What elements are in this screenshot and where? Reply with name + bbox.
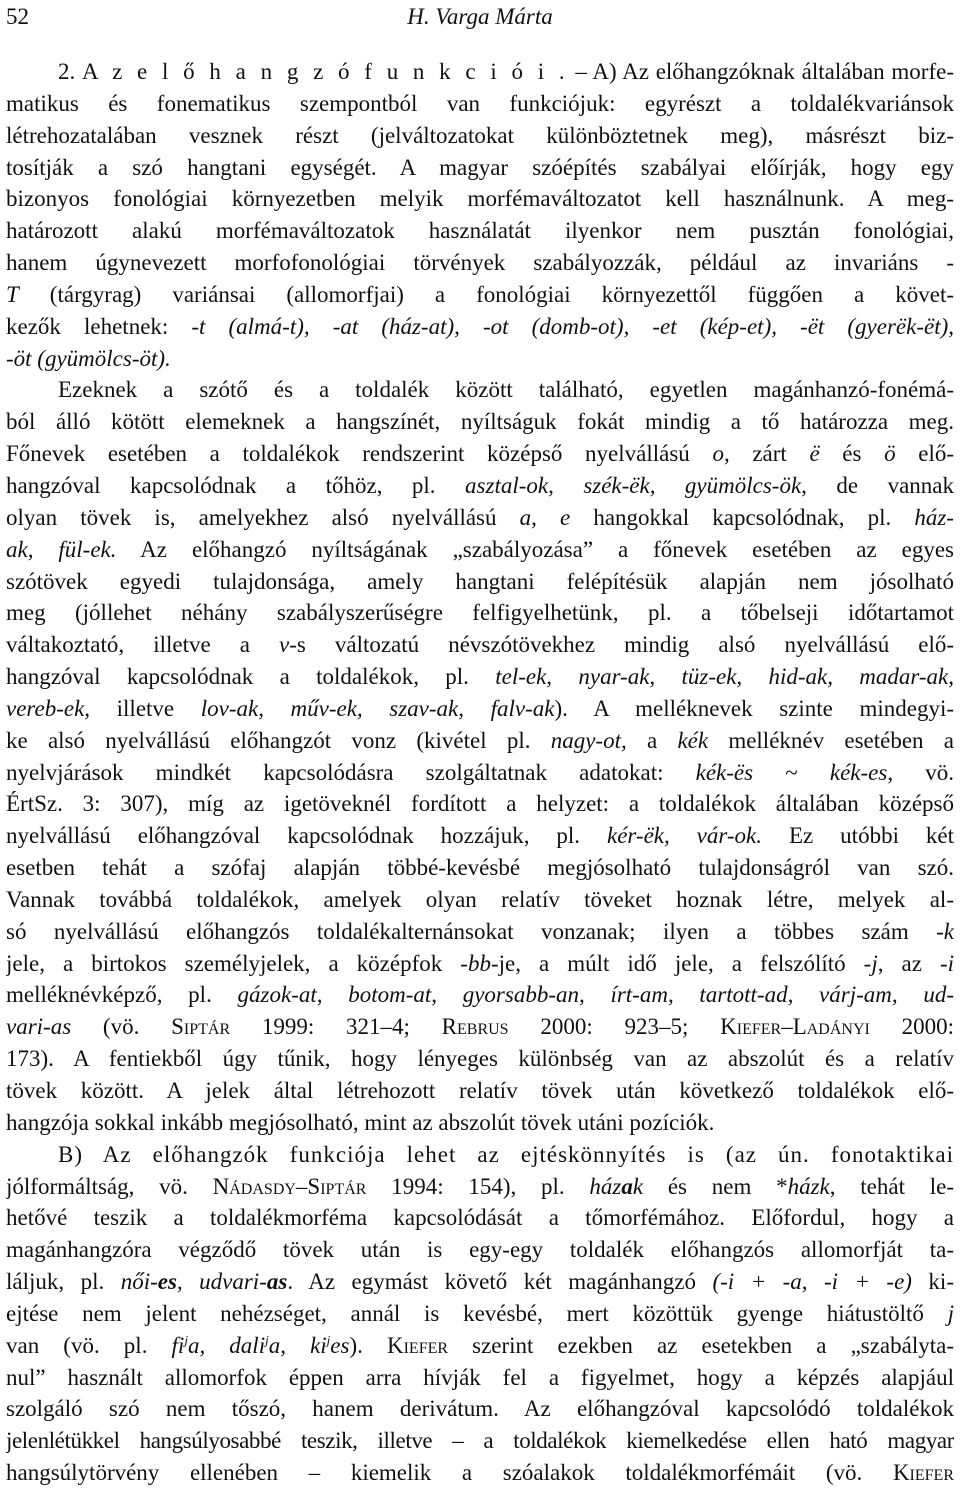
text-line: melléknévképző, pl. gázok-at, botom-at, gyorsabb-an, írt-am, tartott-ad, várj-am, ud-: [6, 982, 954, 1008]
text-line: határozott alakú morfémaváltozatok használatát ilyenkor nem pusztán fonológiai,: [6, 218, 954, 244]
text-line: van (vö. pl. $fi^ja$, dali$^j$a, $ki^jes$). Kiefer szerint ezekben az esetekben a „szabályta-: [6, 1332, 954, 1358]
text-line: tosítják a szó hangtani egységét. A magyar szóépítés szabályai előírják, hogy egy: [6, 154, 954, 180]
text-line: B) Az előhangzók funkciója lehet az ejtéskönnyítés is (az ún. fonotaktikai: [58, 1141, 954, 1167]
text-line: hangzóval kapcsolódnak a toldalékok, pl. tel-ek, nyar-ak, tüz-ek, hid-ak, madar-ak,: [6, 664, 954, 690]
text-line: nyelvállású előhangzóval kapcsolódnak hozzájuk, pl. kér-ëk, vár-ok. Ez utóbbi két: [6, 823, 954, 849]
text-line: váltakoztató, illetve a v-s változatú névszótövekhez mindig alsó nyelvállású elő-: [6, 632, 954, 658]
text-line: 173). A fentiekből úgy tűnik, hogy lényeges különbség van az abszolút és a relatív: [6, 1046, 954, 1072]
text-line: ak, fül-ek. Az előhangzó nyíltságának „szabályozása” a főnevek esetében az egyes: [6, 536, 954, 562]
text-line: ke alsó nyelvállású előhangzót vonz (kivétel pl. nagy-ot, a kék melléknév esetében a: [6, 727, 954, 753]
text-line: ból álló kötött elemeknek a hangszínét, nyíltságuk fokát mindig a tő határozza meg.: [6, 409, 954, 435]
text-line: olyan tövek is, amelyekhez alsó nyelvállású a, e hangokkal kapcsolódnak, pl. ház-: [6, 504, 954, 530]
citation-author: Kiefer: [892, 1460, 954, 1486]
text-line: Főnevek esetében a toldalékok rendszerint középső nyelvállású o, zárt ë és ö elő-: [6, 441, 954, 467]
section-heading: A z e l ő h a n g z ó f u n k c i ó i .: [82, 59, 569, 84]
text-line: jelenlétükkel hangsúlyosabbé teszik, illetve – a toldalékok kiemelkedése ellen ható magyar: [6, 1428, 954, 1454]
text-line: láljuk, pl. női-es, udvari-as. Az egymást követő két magánhangzó (-i + -a, -i + -e) ki-: [6, 1269, 954, 1295]
body-text: [6, 56, 954, 1489]
text-line: só nyelvállású előhangzós toldalékalternánsokat vonzanak; ilyen a többes szám -k: [6, 918, 954, 944]
text-line: hangzóval kapcsolódnak a tőhöz, pl. asztal-ok, szék-ëk, gyümölcs-ök, de vannak: [6, 472, 954, 498]
text-line: magánhangzóra végződő tövek után is egy-egy toldalék előhangzós allomorfját ta-: [6, 1237, 954, 1263]
text-line: matikus és fonematikus szempontból van funkciójuk: egyrészt a toldalékvariánsok: [6, 90, 954, 116]
text-line: T (tárgyrag) variánsai (allomorfjai) a fonológiai környezettől függően a követ-: [6, 281, 954, 307]
text-line: szótövek egyedi tulajdonsága, amely hangtani felépítésük alapján nem jósolható: [6, 568, 954, 594]
text-line: [6, 343, 954, 375]
text-line: hangzója sokkal inkább megjósolható, mint az abszolút tövek utáni pozíciók.: [6, 1109, 715, 1135]
text-line: szolgáló szó nem tőszó, hanem derivátum. Az előhangzóval kapcsolódó toldalékok: [6, 1396, 954, 1422]
page-number: 52: [6, 4, 29, 29]
page-header: [0, 0, 960, 34]
text-line: jólformáltság, vö. Nádasdy–Siptár 1994: 154), pl. házak és nem *házk, tehát le-: [6, 1173, 954, 1199]
text-line: Vannak továbbá toldalékok, amelyek olyan relatív töveket hoznak létre, melyek al-: [6, 886, 954, 912]
text-line: jele, a birtokos személyjelek, a középfok -bb-je, a múlt idő jele, a felszólító -j, az -i: [6, 950, 954, 976]
citation-author: Nádasdy–Siptár: [212, 1173, 367, 1199]
example-forms: -öt (gyümölcs-öt).: [6, 345, 171, 371]
text-line: hangsúlytörvény ellenében – kiemelik a szóalakok toldalékmorfémáit (vö. Kiefer: [6, 1460, 954, 1486]
text-line: vereb-ek, illetve lov-ak, műv-ek, szav-ak, falv-ak). A melléknevek szinte mindegyi-: [6, 695, 954, 721]
text-line: kezők lehetnek: -t (almá-t), -at (ház-at), -ot (domb-ot), -et (kép-et), -ët (gyerëk-ët),: [6, 313, 954, 339]
running-head: H. Varga Márta: [407, 4, 553, 29]
citation-author: Siptár: [171, 1014, 231, 1040]
example-forms: -t (almá-t), -at (ház-at), -ot (domb-ot), -et (kép-et), -ët (gyerëk-ët),: [191, 313, 954, 339]
text-line: vari-as (vö. Siptár 1999: 321–4; Rebrus 2000: 923–5; Kiefer–Ladányi 2000:: [6, 1014, 954, 1040]
text-line: 2. A z e l ő h a n g z ó f u n k c i ó i . – A) Az előhangzóknak általában morfe-: [58, 59, 954, 84]
text-line: nyelvjárások mindkét kapcsolódásra szolgáltatnak adatokat: kék-ës ~ kék-es, vö.: [6, 759, 954, 785]
text-line: meg (jóllehet néhány szabályszerűségre felfigyelhetünk, pl. a tőbelseji időtartamot: [6, 600, 954, 626]
citation-author: Kiefer: [386, 1332, 449, 1358]
citation-author: Rebrus: [441, 1014, 509, 1040]
text-line: tövek között. A jelek által létrehozott relatív tövek után következő toldalékok elő-: [6, 1078, 954, 1103]
citation-author: Kiefer–Ladányi: [720, 1014, 870, 1040]
text-line: bizonyos fonológiai környezetben melyik morfémaváltozatot kell használnunk. A meg-: [6, 186, 954, 212]
text-line: hanem úgynevezett morfofonológiai törvények szabályozzák, például az invariáns -: [6, 250, 954, 276]
text-line: létrehozatalában vesznek részt (jelváltozatokat különböztetnek meg), másrészt biz-: [6, 122, 954, 148]
section-number: 2.: [58, 59, 76, 84]
text-line: hetővé teszik a toldalékmorféma kapcsolódását a tőmorfémához. Előfordul, hogy a: [6, 1205, 954, 1231]
text-line: Ezeknek a szótő és a toldalék között található, egyetlen magánhanzó-fonémá-: [58, 377, 954, 403]
text-line: ejtése nem jelent nehézséget, annál is kevésbé, mert közöttük gyenge hiátustöltő j: [6, 1300, 954, 1326]
text-line: ÉrtSz. 3: 307), míg az igetöveknél fordított a helyzet: a toldalékok általában középső: [6, 791, 954, 817]
text-line: nul” használt allomorfok éppen arra hívják fel a figyelmet, hogy a képzés alapjául: [6, 1364, 954, 1390]
text-line: esetben tehát a szófaj alapján többé-kevésbé megjósolható tulajdonságról van szó.: [6, 855, 954, 881]
